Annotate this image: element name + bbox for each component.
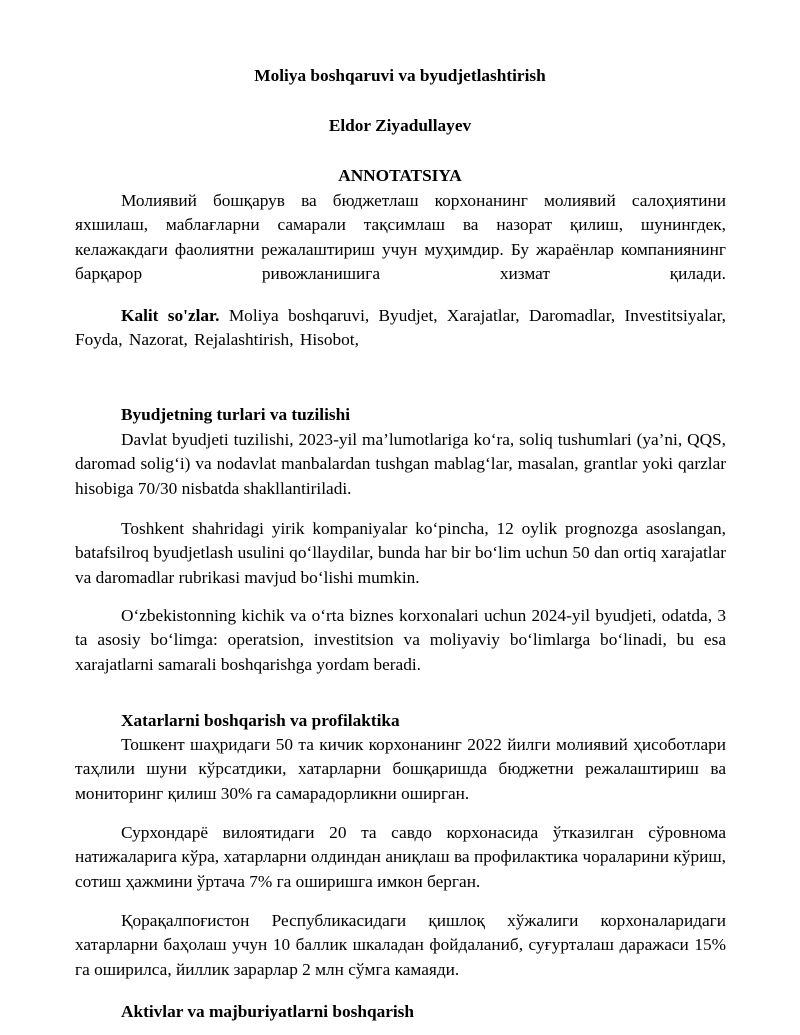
section-paragraph: Тошкент шаҳридаги 50 та кичик корхонанинг 2022 йилги молиявий ҳисоботлари таҳлили шуни кўрсатдики, хатарларни бошқаришда бюджетни режалаштириш ва мониторинг қилиш 30% га самарадорликни оширган.: [75, 735, 726, 803]
document-title: Moliya boshqaruvi va byudjetlashtirish: [254, 66, 546, 85]
section-paragraph: Oʻzbekistonning kichik va oʻrta biznes korxonalari uchun 2024-yil byudjeti, odatda, 3 ta asosiy boʻlimga: operatsion, investitsion va moliyaviy boʻlimlarga boʻlinadi, bu esa xarajatlarni samarali boshqarishga yordam beradi.: [75, 606, 726, 674]
keywords-text: Moliya boshqaruvi, Byudjet, Xarajatlar, Daromadlar, Investitsiyalar, Foyda, Nazorat, Rejalashtirish, Hisobot,: [75, 306, 726, 350]
section-heading: Byudjetning turlari va tuzilishi: [121, 405, 351, 424]
section-paragraph: Toshkent shahridagi yirik kompaniyalar koʻpincha, 12 oylik prognozga asoslangan, batafsilroq byudjetlash usulini qoʻllaydilar, bunda har bir boʻlim uchun 50 dan ortiq xarajatlar va daromadlar rubrikasi mavjud boʻlishi mumkin.: [75, 519, 726, 587]
keywords-paragraph: [75, 304, 726, 353]
section-heading: Xatarlarni boshqarish va profilaktika: [121, 711, 400, 730]
document-author: Eldor Ziyadullayev: [328, 116, 472, 135]
keywords-label: Kalit so'zlar.: [121, 306, 220, 325]
section-heading: Aktivlar va majburiyatlarni boshqarish: [121, 1002, 415, 1021]
annotation-heading: ANNOTATSIYA: [338, 166, 462, 185]
annotation-paragraph: Молиявий бошқарув ва бюджетлаш корхонанинг молиявий салоҳиятини яхшилаш, маблағларни самарали тақсимлаш ва назорат қилиш, шунингдек, келажакдаги фаолиятни режалаштириш учун муҳимдир. Бу жараёнлар компаниянинг барқарор ривожланишига хизмат қилади.: [75, 191, 726, 284]
section-paragraph: Сурхондарё вилоятидаги 20 та савдо корхонасида ўтказилган сўровнома натижаларига кўра, хатарларни олдиндан аниқлаш ва профилактика чораларини кўриш, сотиш ҳажмини ўртача 7% га оширишга имкон берган.: [75, 823, 726, 891]
section-paragraph: Davlat byudjeti tuzilishi, 2023-yil ma’lumotlariga koʻra, soliq tushumlari (ya’ni, QQS, daromad soligʻi) va nodavlat manbalardan tushgan mablagʻlar, masalan, grantlar yoki qarzlar hisobiga 70/30 nisbatda shakllantiriladi.: [75, 430, 726, 498]
section-paragraph: Қорақалпоғистон Республикасидаги қишлоқ хўжалиги корхоналаридаги хатарларни баҳолаш учун 10 баллик шкаладан фойдаланиб, суғурталаш даражаси 15% га оширилса, йиллик зарарлар 2 млн сўмга камаяди.: [75, 911, 726, 979]
